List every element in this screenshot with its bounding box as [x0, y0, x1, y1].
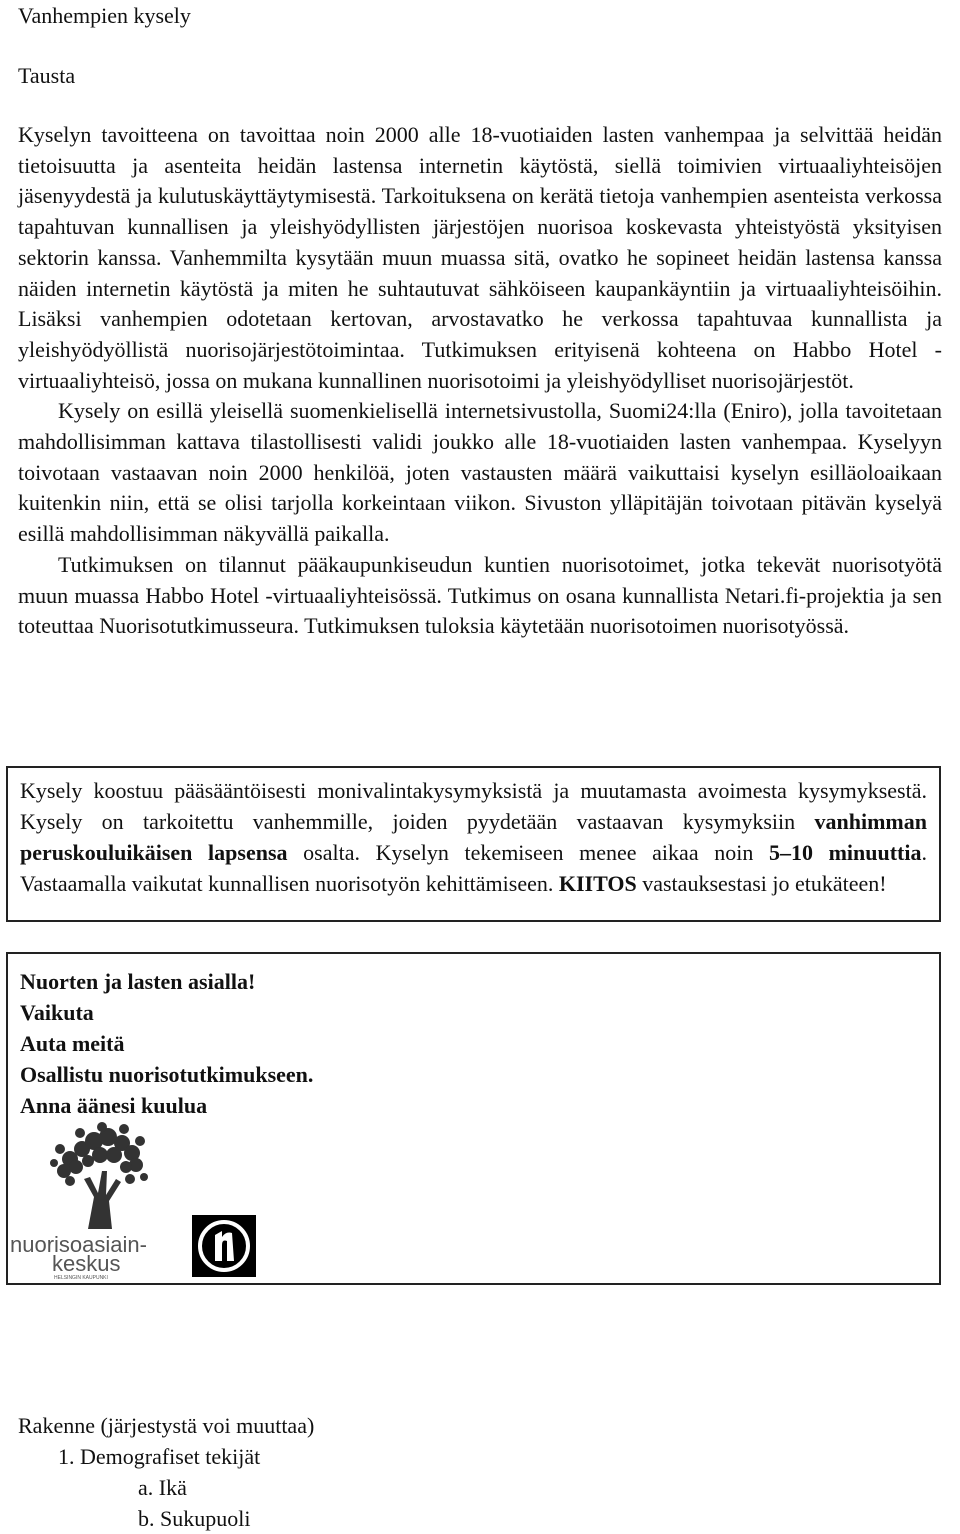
sub-list-item: [18, 1472, 314, 1503]
slogan-line: Nuorten ja lasten asialla!: [20, 969, 256, 994]
structure-heading: Rakenne (järjestystä voi muuttaa): [18, 1413, 315, 1438]
list-item-number: 1.: [58, 1444, 75, 1469]
slogan-box: [6, 952, 941, 1285]
slogan-line: Vaikuta: [20, 1000, 94, 1025]
notice-text-2: osalta. Kyselyn tekemiseen menee aikaa noin: [287, 840, 769, 865]
section-heading-tausta: Tausta: [18, 63, 76, 88]
notice-bold-duration: 5–10 minuuttia: [768, 840, 922, 865]
logo-text-line1: nuorisoasiain-: [10, 1232, 147, 1257]
tree-icon: [50, 1122, 148, 1229]
slogan-line: Auta meitä: [20, 1031, 125, 1056]
intro-paragraph-2: Kysely on esillä yleisellä suomenkielisellä internetsivustolla, Suomi24:lla (Eniro), jolla tavoitetaan mahdollisimman kattava tilastollisesti validi joukko alle 18-vuotiaiden lasten vanhempaa. Kyselyyn toivotaan vastaavan noin 2000 henkilöä, joten vastausten määrä vaikuttaisi kyselyn esilläoloaikaan kuitenkin niin, että se olisi tarjolla korkeintaan viikon. Sivuston ylläpitäjän toivotaan pitävän kyselyä esillä mahdollisimman näkyvällä paikalla.: [18, 398, 942, 547]
intro-text: [18, 120, 942, 642]
sub-list-item-label: Ikä: [158, 1475, 187, 1500]
notice-bold-child: vanhimman peruskouluikäisen lapsensa: [20, 809, 927, 865]
intro-paragraph-1: Kyselyn tavoitteena on tavoittaa noin 2000 alle 18-vuotiaiden lasten vanhempaa ja selvittää heidän tietoisuutta ja asenteita heidän lastensa internetin käytöstä, siellä toimivien virtuaaliyhteisöjen jäsenyydestä ja kulutuskäyttäytymisestä. Tarkoituksena on kerätä tietoja vanhempien asenteista verkossa tapahtuvan kunnallisen ja yleishyödyllisten järjestöjen nuorisoa koskevasta yhteistyöstä yksityisen sektorin kanssa. Vanhemmilta kysytään muun muassa sitä, ovatko he sopineet heidän lastensa kanssa näiden internetin käytöstä ja miten he suhtautuvat sähköiseen kaupankäyntiin ja virtuaaliyhteisöihin. Lisäksi vanhempien odotetaan kertovan, arvostavatko he verkossa tapahtuvaa kunnallista ja yleishyödyöllistä nuorisojärjestötoimintaa. Tutkimuksen erityisenä kohteena on Habbo Hotel -virtuaaliyhteisö, jossa on mukana kunnallinen nuorisotoimi ja yleishyödylliset nuorisojärjestöt.: [18, 122, 942, 393]
notice-text-4: vastauksestasi jo etukäteen!: [636, 871, 887, 896]
sub-list-item-letter: a.: [138, 1475, 154, 1500]
notice-text-1: Kysely koostuu pääsääntöisesti monivalintakysymyksistä ja muutamasta avoimesta kysymyksestä. Kysely on tarkoitettu vanhemmille, joiden pyydetään vastaavan kysymyksiin: [20, 778, 927, 834]
logo-text-line2: keskus: [52, 1251, 121, 1276]
notice-bold-kiitos: KIITOS: [558, 871, 637, 896]
list-item-label: Demografiset tekijät: [80, 1444, 261, 1469]
document-title: Vanhempien kysely: [18, 3, 191, 28]
logo-subtext: HELSINGIN KAUPUNKI: [54, 1275, 108, 1279]
n-logo-icon: [192, 1215, 256, 1277]
survey-notice-box: [6, 766, 941, 922]
sub-list-item: [18, 1503, 314, 1534]
slogan-line: Anna äänesi kuulua: [20, 1093, 208, 1118]
sub-list-item-letter: b.: [138, 1506, 155, 1531]
slogan-line: Osallistu nuorisotutkimukseen.: [20, 1062, 314, 1087]
intro-paragraph-3: Tutkimuksen on tilannut pääkaupunkiseudun kuntien nuorisotoimet, jotka tekevät nuorisotyötä muun muassa Habbo Hotel -virtuaaliyhteisössä. Tutkimus on osana kunnallista Netari.fi-projektia ja sen toteuttaa Nuorisotutkimusseura. Tutkimuksen tuloksia käytetään nuorisotoimen nuorisotyössä.: [18, 551, 942, 639]
structure-section: [18, 1410, 314, 1534]
nuorisoasiainkeskus-logo: [10, 1119, 260, 1279]
list-item: [18, 1441, 314, 1472]
logos-area: [10, 1119, 260, 1287]
sub-list-item-label: Sukupuoli: [160, 1506, 251, 1531]
notice-text-3: . Vastaamalla vaikutat kunnallisen nuorisotyön kehittämiseen.: [20, 840, 927, 896]
